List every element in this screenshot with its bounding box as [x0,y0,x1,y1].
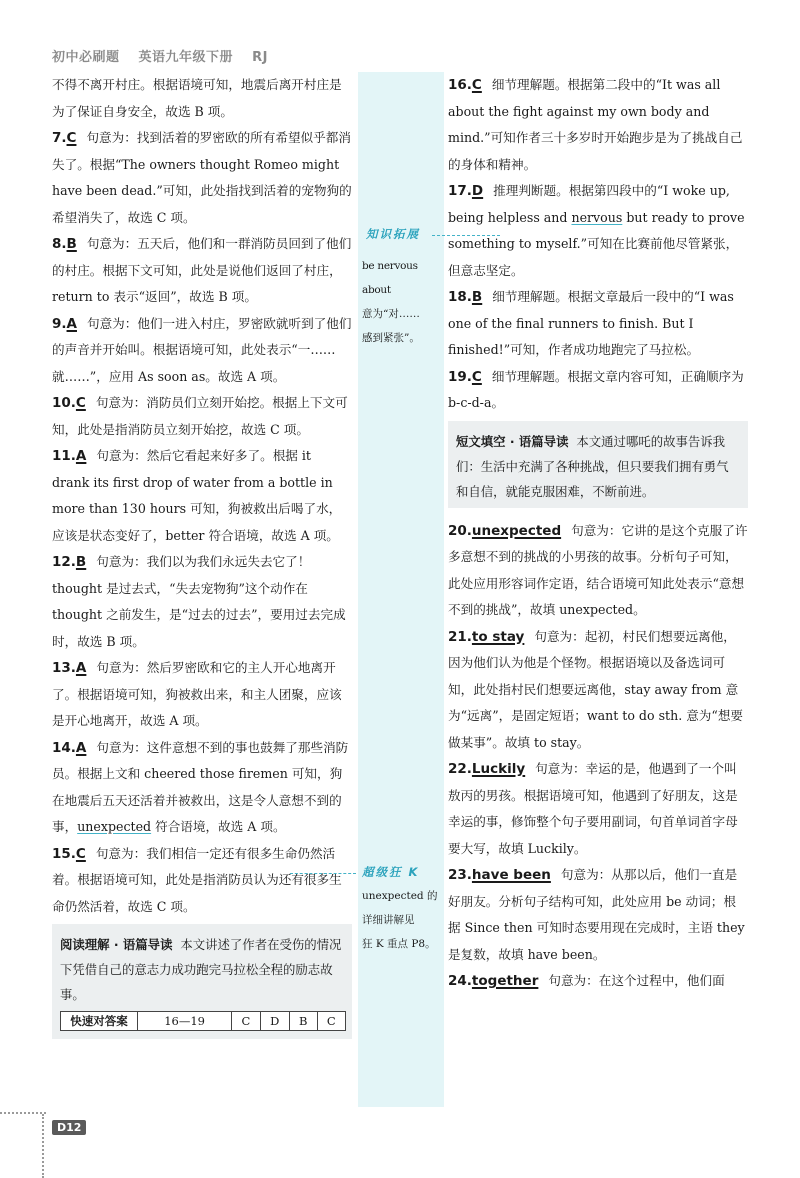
question-number: 21. [448,628,472,645]
margin-note-knowledge [362,254,444,350]
answer-item [52,72,352,125]
quick-answer-cell: B [289,1012,317,1031]
answer-key: C [66,130,77,146]
quick-answer-label: 快速对答案 [61,1012,138,1031]
margin-note-line: 详细讲解见 [362,914,415,926]
header-book: 英语九年级下册 [138,50,234,65]
margin-note-line: 感到紧张”。 [362,332,420,344]
answer-key: C [75,845,86,862]
answer-text: 句意为：起初，村民们想要远离他，因为他们认为他是个怪物。根据语境以及备选词可知，此处指村民们想要远离他，stay away from 意为“远离”，是固定短语；want to do sth. 意为“想要做某事”。故填 to stay。 [448,628,744,750]
answer-item [448,284,748,364]
answer-key: A [75,448,87,464]
answer-key: C [75,395,86,411]
question-number: 11. [52,448,76,464]
answer-text: 句意为：在这个过程中，他们面 [548,973,725,988]
margin-note-line: be nervous about [362,260,418,296]
answer-text: 细节理解题。根据文章最后一段中的“I was one of the final runners to finish. But I finished!”可知，作者成功地跑完了马拉松。 [448,289,734,357]
answer-key: to stay [471,628,525,645]
right-column [448,72,748,995]
answer-key: A [75,739,87,756]
answer-text: 不得不离开村庄。根据语境可知，地震后离开村庄是为了保证自身安全，故选 B 项。 [52,77,342,119]
question-number: 16. [448,77,472,93]
quick-answer-range: 16—19 [138,1012,232,1031]
answer-key: have been [471,867,551,883]
answer-key: B [75,554,87,570]
running-header [52,46,268,65]
answer-key: Luckily [471,761,526,777]
answer-key: C [471,368,482,385]
margin-note-line: 意为“对…… [362,308,420,320]
margin-note-super-k [362,884,444,956]
margin-note-line: unexpected 的 [362,890,438,902]
answer-item [448,862,748,968]
super-k-tag: 超级狂 K [362,865,420,879]
answer-key: A [75,660,87,676]
question-number: 19. [448,368,472,385]
quick-answer-cell: C [317,1012,345,1031]
knowledge-tag: 知识拓展 [366,227,420,241]
answer-key: B [66,236,77,252]
answer-item [52,311,352,391]
cloze-guide-box [448,421,748,508]
question-number: 15. [52,845,76,862]
answer-text: 句意为：这件意想不到的事也鼓舞了那些消防员。根据上文和 cheered those firemen 可知，狗在地震后五天还活着并被救出，这是令人意想不到的事， [52,739,349,834]
answer-text: 句意为：从那以后，他们一直是好朋友。分析句子结构可知，此处应用 be 动词；根据 Since then 可知时态要用现在完成时，主语 they 是复数，故填 have been。 [448,867,745,962]
answer-text: 句意为：我们相信一定还有很多生命仍然活着。根据语境可知，此处是指消防员认为还有很多生命仍然活着，故选 C 项。 [52,845,342,914]
answer-item [52,443,352,549]
answer-text: 句意为：他们一进入村庄，罗密欧就听到了他们的声音并开始叫。根据语境可知，此处表示“一……就……”，应用 As soon as。故选 A 项。 [52,315,352,384]
page-number-badge: D12 [52,1120,86,1135]
answer-item [52,735,352,841]
answer-text: 细节理解题。根据文章内容可知，正确顺序为 b-c-d-a。 [448,368,744,410]
question-number: 9. [52,315,67,332]
answer-item [52,125,352,231]
quick-answer-cell: C [232,1012,260,1031]
question-number: 10. [52,395,76,411]
highlighted-word: unexpected [77,819,152,834]
answer-text: but ready to prove something to myself.”可知在比赛前他尽管紧张，但意志坚定。 [448,209,745,278]
highlighted-word: nervous [571,209,623,225]
answer-item [448,968,748,995]
answer-text: 句意为：幸运的是，他遇到了一个叫敖丙的男孩。根据语境可知，他遇到了好朋友，这是幸运的事，修饰整个句子要用副词，句首单词首字母要大写，故填 Luckily。 [448,761,738,856]
guide-label: 短文填空 · 语篇导读 [456,433,569,449]
quick-answer-table [60,1011,346,1031]
answer-text: 句意为：然后罗密欧和它的主人开心地离开了。根据语境可知，狗被救出来，和主人团聚，应该是开心地离开，故选 A 项。 [52,660,342,728]
footer-dotted-rule [0,1112,46,1114]
answer-text: 推理判断题。根据第四段中的“I woke up, being helpless and [448,183,730,225]
answer-item [52,231,352,311]
question-number: 23. [448,867,472,883]
answer-text: 句意为：它讲的是这个克服了许多意想不到的挑战的小男孩的故事。分析句子可知，此处应用形容词作定语，结合语境可知此处表示“意想不到的挑战”，故填 unexpected。 [448,522,748,617]
answer-item [448,624,748,757]
answer-text: 句意为：五天后，他们和一群消防员回到了他们的村庄。根据下文可知，此处是说他们返回了村庄，return to 表示“返回”，故选 B 项。 [52,236,352,304]
question-number: 14. [52,739,76,756]
header-edition: RJ [252,50,268,65]
answer-text: 句意为：然后它看起来好多了。根据 it drank its first drop of water from a bottle in more than 130 hours 可知，狗被救出后喝了水，应该是状态变好了，better 符合语境，故选 A 项。 [52,448,342,543]
answer-key: B [471,289,483,305]
answer-key: together [471,973,539,989]
answer-text: 细节理解题。根据第二段中的“It was all about the fight against my own body and mind.”可知作者三十多岁时开始跑步是为了挑战自己的身体和精神。 [448,77,743,172]
answer-text: 句意为：找到活着的罗密欧的所有希望似乎都消失了。根据“The owners thought Romeo might have been dead.”可知，此处指找到活着的宠物狗的希望消失了，故选 C 项。 [52,130,352,225]
answer-item [52,549,352,655]
answer-key: A [66,315,77,332]
answer-item [52,841,352,921]
reading-guide-box [52,924,352,1039]
answer-item [448,756,748,862]
footer-dotted-vertical [42,1114,44,1178]
guide-text: 本文讲述了作者在受伤的情况下凭借自己的意志力成功跑完马拉松全程的励志故事。 [60,937,342,1002]
margin-note-line: 狂 K 重点 P8。 [362,938,436,950]
answer-key: C [471,77,482,93]
question-number: 20. [448,522,472,539]
answer-item [448,364,748,417]
answer-item [448,178,748,284]
question-number: 8. [52,236,67,252]
question-number: 7. [52,130,67,146]
leader-line [290,873,356,874]
answer-text: 符合语境，故选 A 项。 [151,819,286,834]
question-number: 24. [448,973,472,989]
answer-item [52,390,352,443]
answer-item [448,518,748,624]
quick-answer-cell: D [260,1012,289,1031]
guide-label: 阅读理解 · 语篇导读 [60,937,173,952]
guide-text: 本文通过哪吒的故事告诉我们：生活中充满了各种挑战，但只要我们拥有勇气和自信，就能克服困难，不断前进。 [456,433,729,499]
answer-text: 句意为：我们以为我们永远失去它了！thought 是过去式，“失去宠物狗”这个动作在 thought 之前发生，是“过去的过去”，要用过去完成时，故选 B 项。 [52,554,346,649]
question-number: 13. [52,660,76,676]
question-number: 17. [448,183,472,199]
answer-item [448,72,748,178]
answer-text: 句意为：消防员们立刻开始挖。根据上下文可知，此处是指消防员立刻开始挖，故选 C 项。 [52,395,348,437]
header-series: 初中必刷题 [52,50,120,65]
answer-key: D [471,183,484,199]
left-column [52,72,352,1041]
question-number: 12. [52,554,76,570]
answer-item [52,655,352,735]
question-number: 18. [448,289,472,305]
answer-key: unexpected [471,522,562,539]
question-number: 22. [448,761,472,777]
